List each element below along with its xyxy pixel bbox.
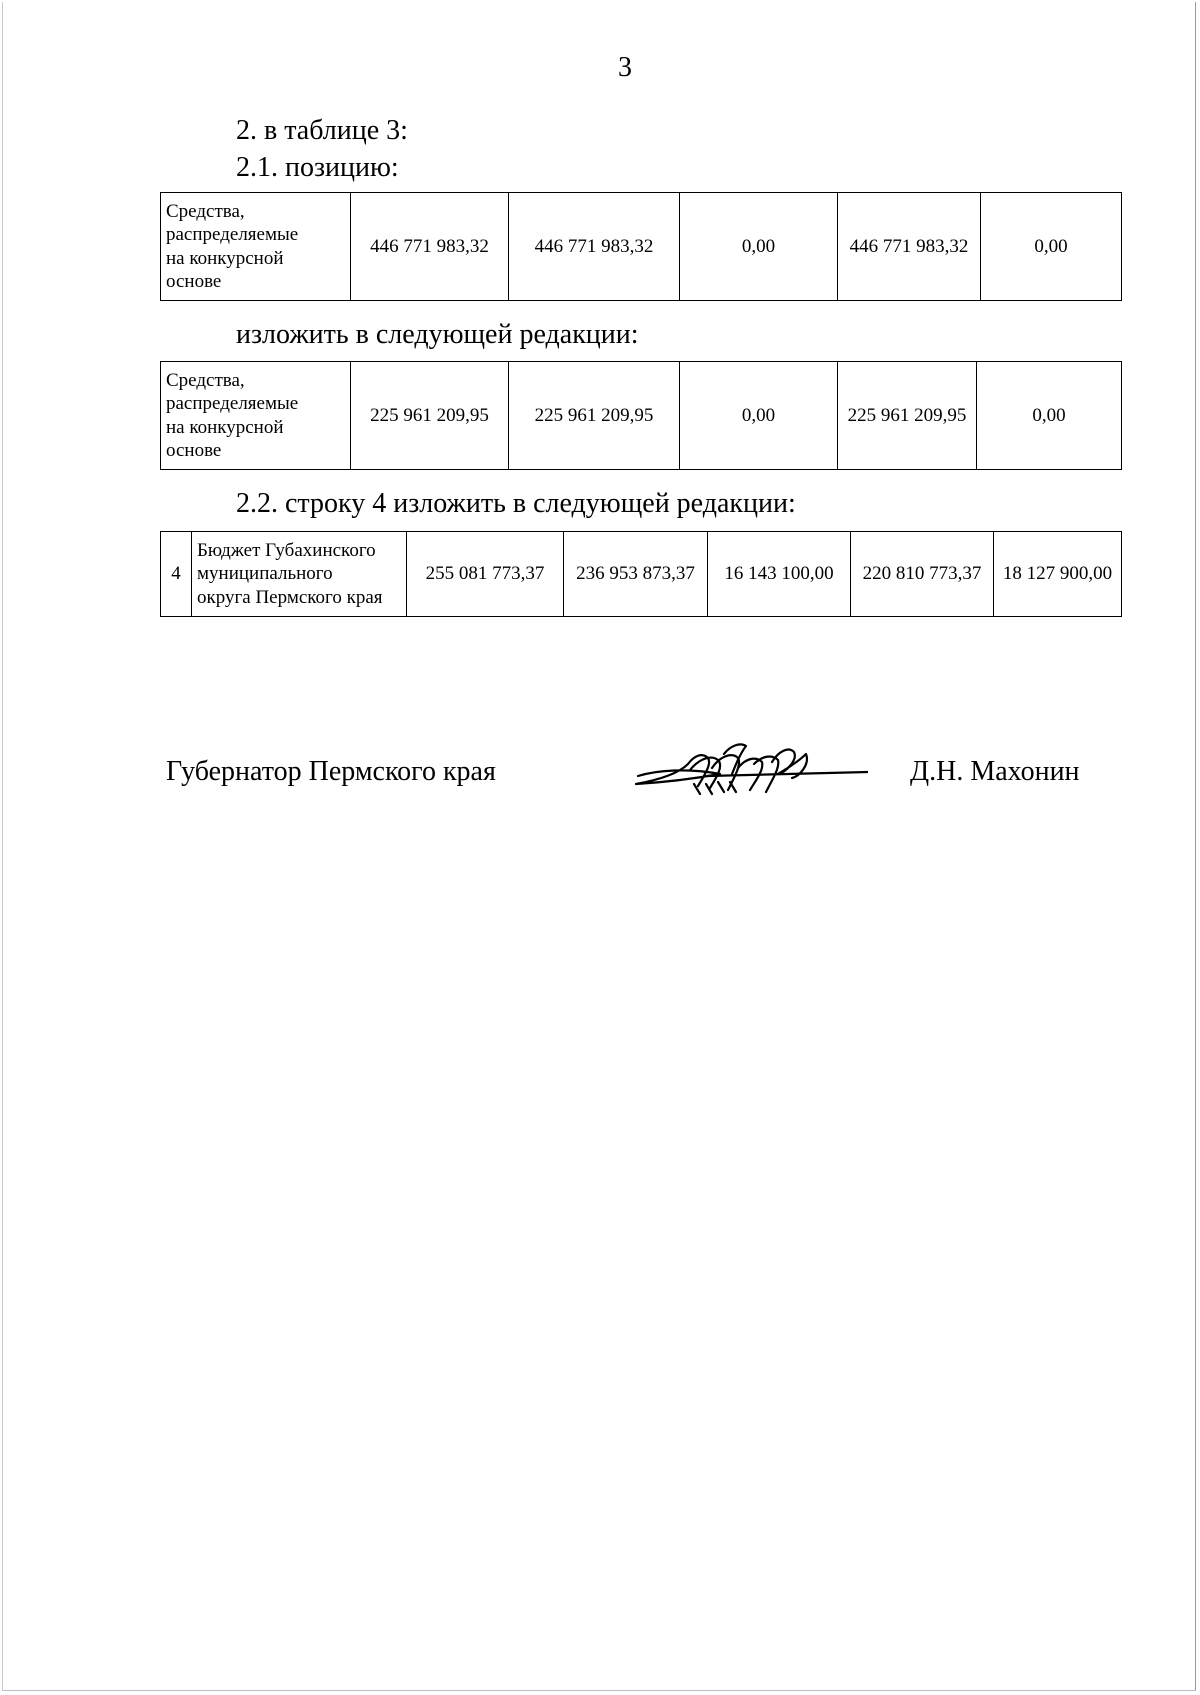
value-cell: 446 771 983,32 <box>509 193 680 301</box>
label-line: Средства, <box>166 200 245 222</box>
label-line: основе <box>166 440 222 461</box>
signatory-name: Д.Н. Махонин <box>910 756 1080 787</box>
value-cell: 0,00 <box>680 362 838 470</box>
new-edition-heading: изложить в следующей редакции: <box>236 319 639 350</box>
value-cell: 236 953 873,37 <box>564 532 708 617</box>
label-line: распределяемые <box>166 393 299 414</box>
table-row <box>161 193 1122 301</box>
table-row <box>161 532 1122 617</box>
row4-heading: 2.2. строку 4 изложить в следующей редакции: <box>236 488 796 519</box>
label-line: на конкурсной <box>166 416 284 438</box>
value-cell: 225 961 209,95 <box>509 362 680 470</box>
value-cell: 18 127 900,00 <box>994 532 1122 617</box>
label-line: основе <box>166 271 222 292</box>
value-cell: 446 771 983,32 <box>351 193 509 301</box>
value-cell: 255 081 773,37 <box>407 532 564 617</box>
table-new-position <box>160 361 1122 470</box>
section-heading-table3: 2. в таблице 3: <box>236 115 408 146</box>
value-cell: 0,00 <box>977 362 1122 470</box>
label-line: на конкурсной <box>166 247 284 269</box>
label-line: муниципального <box>197 563 333 585</box>
table-row4 <box>160 531 1122 617</box>
row-label-cell <box>161 193 351 301</box>
value-cell: 446 771 983,32 <box>838 193 981 301</box>
subsection-heading-position: 2.1. позицию: <box>236 152 399 183</box>
row-label-cell <box>192 532 407 617</box>
value-cell: 0,00 <box>680 193 838 301</box>
row-label-cell <box>161 362 351 470</box>
value-cell: 0,00 <box>981 193 1122 301</box>
page-number: 3 <box>618 52 632 83</box>
value-cell: 225 961 209,95 <box>838 362 977 470</box>
label-line: округа Пермского края <box>197 586 383 608</box>
table-row <box>161 362 1122 470</box>
label-line: Средства, <box>166 369 245 391</box>
label-line: распределяемые <box>166 224 299 245</box>
row-number-cell: 4 <box>161 532 192 617</box>
value-cell: 220 810 773,37 <box>851 532 994 617</box>
value-cell: 225 961 209,95 <box>351 362 509 470</box>
value-cell: 16 143 100,00 <box>708 532 851 617</box>
signatory-title: Губернатор Пермского края <box>166 756 496 787</box>
label-line: Бюджет Губахинского <box>197 539 376 561</box>
table-old-position <box>160 192 1122 301</box>
